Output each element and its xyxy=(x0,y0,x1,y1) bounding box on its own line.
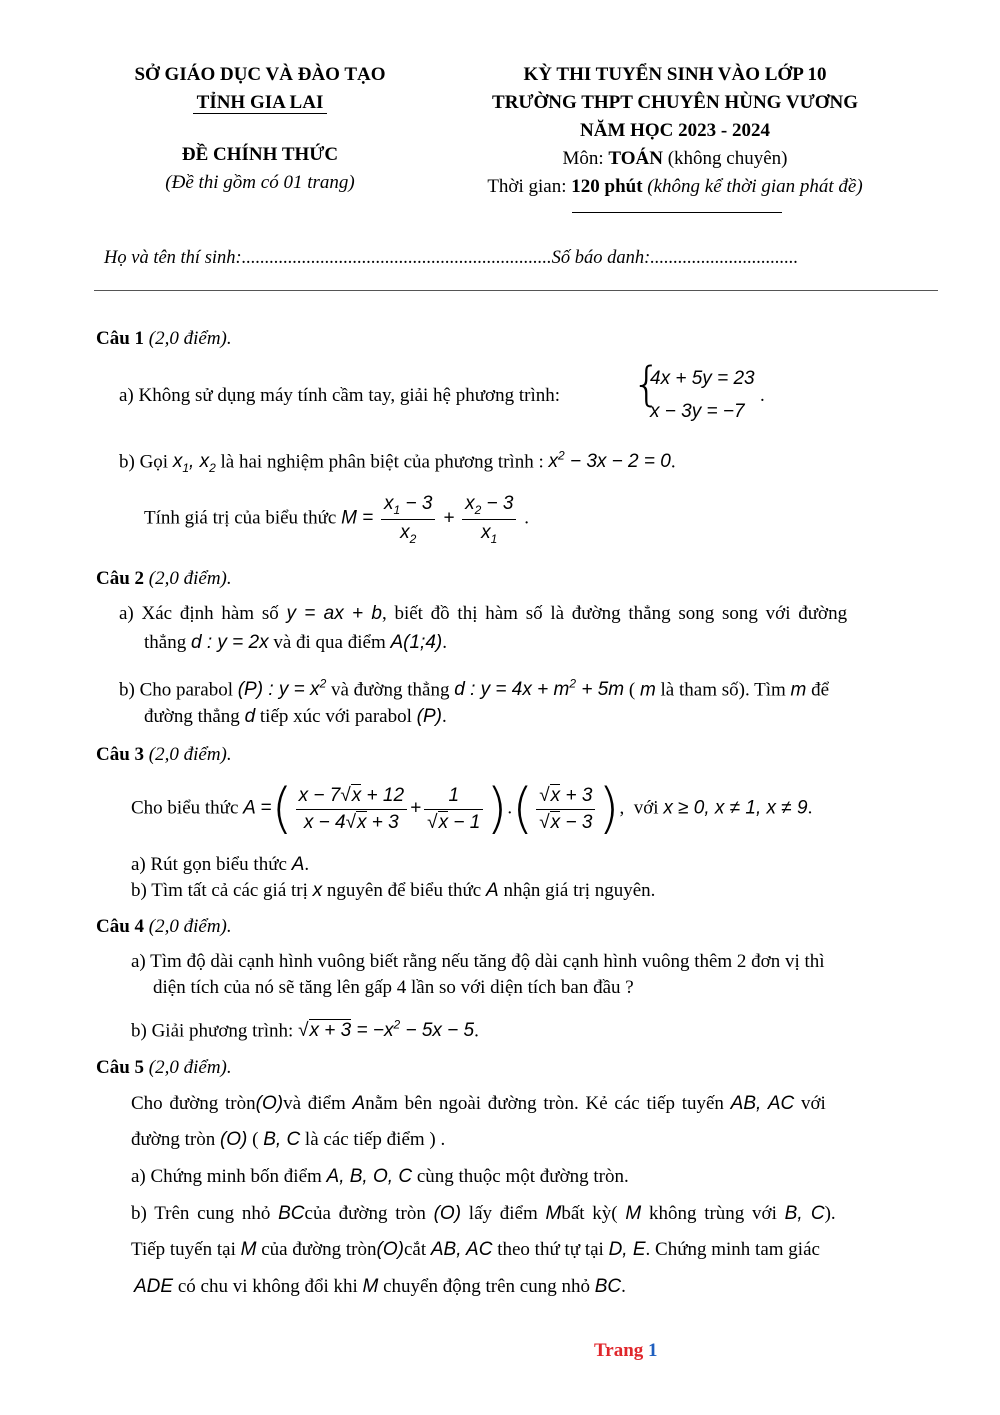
q3a: a) Rút gọn biểu thức A. xyxy=(131,854,310,875)
subject-line: Môn: TOÁN (không chuyên) xyxy=(562,148,788,169)
school-name: TRƯỜNG THPT CHUYÊN HÙNG VƯƠNG xyxy=(492,92,858,113)
page-footer xyxy=(594,1340,658,1362)
pages-note: (Đề thi gồm có 01 trang) xyxy=(165,172,355,193)
q4-title: Câu 4 (2,0 điểm). xyxy=(96,916,232,937)
system-brace: { xyxy=(632,357,662,411)
header-separator xyxy=(94,290,938,291)
system-eq1: 4x + 5y = 23 xyxy=(650,368,755,389)
q3-expression: Cho biểu thức A =( $\frac{x - 7√x + 12}{x - 4√x + 3}$ + $\frac{1}{√x - 1}$ ).( $\frac{√x + 3}{√x - 3}$ ), với x ≥ 0, x ≠ 1, x ≠ 9. xyxy=(131,777,813,840)
q1a: a) Không sử dụng máy tính cầm tay, giải hệ phương trình: xyxy=(119,385,560,406)
header-underline xyxy=(572,212,782,213)
q5-line2: đường tròn (O) ( B, C là các tiếp điểm ) . xyxy=(131,1129,446,1150)
q2a-line1: a) Xác định hàm số y = ax + b, biết đồ thị hàm số là đường thẳng song song với đường xyxy=(119,603,848,624)
q5b-line2: Tiếp tuyến tại M của đường tròn(O)cắt AB, AC theo thứ tự tại D, E. Chứng minh tam giác xyxy=(131,1239,820,1260)
time-line: Thời gian: 120 phút (không kể thời gian phát đề) xyxy=(487,176,863,197)
page-number: 1 xyxy=(648,1340,658,1361)
q2-title: Câu 2 (2,0 điểm). xyxy=(96,568,232,589)
department-name: SỞ GIÁO DỤC VÀ ĐÀO TẠO xyxy=(134,64,386,85)
q5a: a) Chứng minh bốn điểm A, B, O, C cùng thuộc một đường tròn. xyxy=(131,1166,629,1187)
q2b-line2: đường thẳng d tiếp xúc với parabol (P). xyxy=(144,706,447,727)
q2b-line1: b) Cho parabol (P) : $y = x^2$ và đường thẳng d : $y = 4x + m^2 + 5m$ ( m là tham số). Tìm m để xyxy=(119,677,830,701)
candidate-line: Họ và tên thí sinh:...................................................................Số báo danh:................................ xyxy=(104,248,799,268)
q2a-line2: thẳng d : y = 2x và đi qua điểm A(1;4). xyxy=(144,632,447,653)
system-eq2: x − 3y = −7 xyxy=(650,401,745,422)
q4a-line1: a) Tìm độ dài cạnh hình vuông biết rằng nếu tăng độ dài cạnh hình vuông thêm 2 đơn vị thì xyxy=(131,951,825,972)
q5-title: Câu 5 (2,0 điểm). xyxy=(96,1057,232,1078)
exam-title: KỲ THI TUYỂN SINH VÀO LỚP 10 xyxy=(523,64,827,85)
q3-title: Câu 3 (2,0 điểm). xyxy=(96,744,232,765)
q4a-line2: diện tích của nó sẽ tăng lên gấp 4 lần so với diện tích ban đầu ? xyxy=(153,977,634,998)
q5b-line1: b) Trên cung nhỏ BCcủa đường tròn (O) lấy điểm Mbất kỳ( M không trùng với B, C). xyxy=(131,1203,836,1224)
page-label: Trang xyxy=(594,1340,644,1361)
q1b-expr: Tính giá trị của biểu thức M = $\frac{x_1 - 3}{x_2}$ + $\frac{x_2 - 3}{x_1}$ . xyxy=(144,493,529,546)
q4b: b) Giải phương trình: $√x + 3 = -x^2 - 5x - 5$. xyxy=(131,1018,479,1042)
q5-line1: Cho đường tròn(O)và điểm Anằm bên ngoài đường tròn. Kẻ các tiếp tuyến AB, AC với xyxy=(131,1093,826,1114)
school-year: NĂM HỌC 2023 - 2024 xyxy=(580,120,770,141)
header-right xyxy=(440,64,910,198)
q5b-line3: ADE có chu vi không đổi khi M chuyển động trên cung nhỏ BC. xyxy=(134,1276,626,1297)
q3b: b) Tìm tất cả các giá trị x nguyên để biểu thức A nhận giá trị nguyên. xyxy=(131,880,656,901)
province-name: TỈNH GIA LAI xyxy=(193,92,328,114)
header-left xyxy=(90,64,430,194)
q1b: b) Gọi $x_1$, $x_2$ là hai nghiệm phân biệt của phương trình : $x^2 - 3x - 2 = 0$. xyxy=(119,449,676,476)
official-label: ĐỀ CHÍNH THỨC xyxy=(181,144,339,165)
q1-title: Câu 1 (2,0 điểm). xyxy=(96,328,232,349)
